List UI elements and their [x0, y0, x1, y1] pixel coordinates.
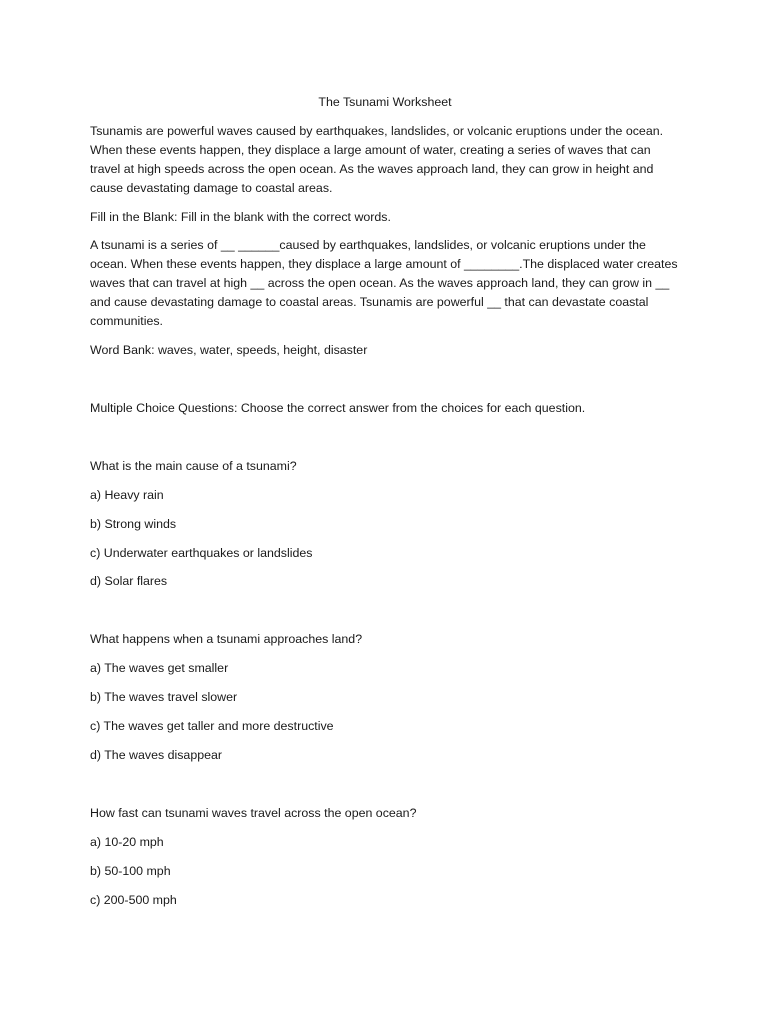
document-body	[90, 93, 680, 919]
question-text: How fast can tsunami waves travel across the open ocean?	[90, 805, 417, 820]
answer-choice: c) The waves get taller and more destructive	[90, 719, 334, 734]
multiple-choice-instruction: Multiple Choice Questions: Choose the correct answer from the choices for each question.	[90, 400, 586, 415]
answer-choice: b) Strong winds	[90, 516, 177, 531]
spacer	[90, 428, 680, 457]
question-text: What happens when a tsunami approaches land?	[90, 632, 363, 647]
question-block	[90, 457, 680, 592]
spacer	[90, 601, 680, 630]
question-block	[90, 804, 680, 910]
answer-choice: d) The waves disappear	[90, 747, 223, 762]
answer-choice: a) Heavy rain	[90, 487, 164, 502]
answer-choice: b) 50-100 mph	[90, 863, 171, 878]
answer-choice: d) Solar flares	[90, 574, 168, 589]
answer-choice: a) 10-20 mph	[90, 834, 164, 849]
question-block	[90, 630, 680, 765]
fill-in-blank-paragraph: A tsunami is a series of __ ______caused by earthquakes, landslides, or volcanic eruptions under the ocean. When these events happen, they displace a large amount of ________.The displaced water creates waves that can travel at high __ across the open ocean. As the waves approach land, they can grow in __ and cause devastating damage to coastal areas. Tsunamis are powerful __ that can devastate coastal communities.	[90, 238, 678, 329]
fill-in-blank-instruction: Fill in the Blank: Fill in the blank with the correct words.	[90, 209, 391, 224]
word-bank: Word Bank: waves, water, speeds, height, disaster	[90, 342, 368, 357]
spacer	[90, 370, 680, 399]
answer-choice: c) Underwater earthquakes or landslides	[90, 545, 313, 560]
answer-choice: a) The waves get smaller	[90, 661, 229, 676]
question-text: What is the main cause of a tsunami?	[90, 458, 297, 473]
answer-choice: c) 200-500 mph	[90, 892, 177, 907]
page-title: The Tsunami Worksheet	[318, 95, 452, 109]
spacer	[90, 775, 680, 804]
answer-choice: b) The waves travel slower	[90, 690, 238, 705]
intro-paragraph: Tsunamis are powerful waves caused by earthquakes, landslides, or volcanic eruptions under the ocean. When these events happen, they displace a large amount of water, creating a series of waves that can travel at high speeds across the open ocean. As the waves approach land, they can grow in height and cause devastating damage to coastal areas.	[90, 123, 664, 195]
